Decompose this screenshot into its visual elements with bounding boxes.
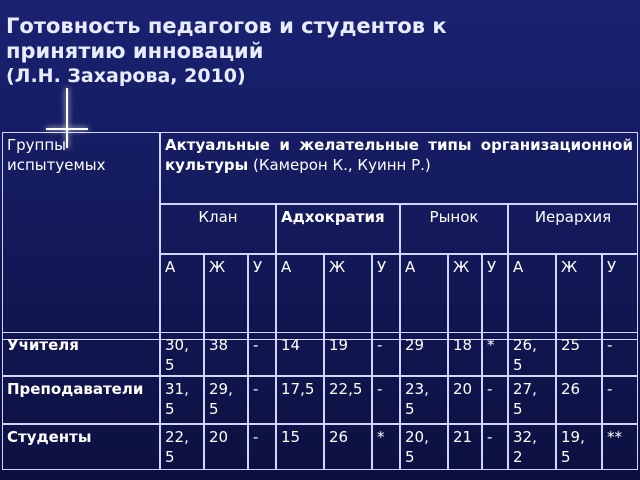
table-cell: 22, 5 — [160, 424, 204, 470]
table-cell: - — [248, 424, 276, 470]
subheader-clan-a: А — [160, 254, 204, 340]
table-cell: - — [482, 376, 508, 424]
culture-types-header — [160, 132, 638, 204]
table-cell: - — [602, 376, 638, 424]
subheader-adhocracy-u: У — [372, 254, 400, 340]
subheader-market-zh: Ж — [448, 254, 482, 340]
table-cell: 21 — [448, 424, 482, 470]
table-cell: 26, 5 — [508, 332, 556, 376]
groups-header — [2, 132, 160, 340]
sparkle-decoration — [60, 88, 74, 148]
table-cell: * — [482, 332, 508, 376]
subheader-market-a: А — [400, 254, 448, 340]
table-cell: 22,5 — [324, 376, 372, 424]
subheader-clan-zh: Ж — [204, 254, 248, 340]
subheader-adhocracy-zh: Ж — [324, 254, 372, 340]
header-market: Рынок — [400, 204, 508, 254]
header-clan: Клан — [160, 204, 276, 254]
culture-types-citation: (Камерон К., Куинн Р.) — [248, 156, 431, 174]
table-cell: 15 — [276, 424, 324, 470]
title-citation: (Л.Н. Захарова, 2010) — [6, 65, 246, 87]
header-hierarchy: Иерархия — [508, 204, 638, 254]
table-cell: 25 — [556, 332, 602, 376]
table-cell: 30, 5 — [160, 332, 204, 376]
table-cell: - — [248, 332, 276, 376]
table-cell: - — [482, 424, 508, 470]
table-cell: - — [602, 332, 638, 376]
table-cell: 20, 5 — [400, 424, 448, 470]
table-cell: 26 — [556, 376, 602, 424]
table-cell: - — [372, 376, 400, 424]
title-line-2: принятию инноваций — [6, 39, 264, 63]
row-group-label: Учителя — [2, 332, 160, 376]
row-group-label: Студенты — [2, 424, 160, 470]
table-cell: 18 — [448, 332, 482, 376]
header-adhocracy: Адхократия — [276, 204, 400, 254]
table-cell: 32, 2 — [508, 424, 556, 470]
subheader-clan-u: У — [248, 254, 276, 340]
table-cell: 17,5 — [276, 376, 324, 424]
subheader-market-u: У — [482, 254, 508, 340]
table-cell: 29 — [400, 332, 448, 376]
subheader-adhocracy-a: А — [276, 254, 324, 340]
table-cell: 29, 5 — [204, 376, 248, 424]
table-cell: 19 — [324, 332, 372, 376]
table-cell: 31, 5 — [160, 376, 204, 424]
groups-header-label: Группы испытуемых — [7, 136, 106, 174]
table-cell: - — [248, 376, 276, 424]
table-cell: 23, 5 — [400, 376, 448, 424]
table-cell: 14 — [276, 332, 324, 376]
table-cell: 20 — [204, 424, 248, 470]
subheader-hierarchy-u: У — [602, 254, 638, 340]
table-cell: 20 — [448, 376, 482, 424]
table-cell: * — [372, 424, 400, 470]
culture-types-title: Актуальные и желательные типы организационной культуры — [165, 136, 633, 174]
subheader-hierarchy-a: А — [508, 254, 556, 340]
title-line-1: Готовность педагогов и студентов к — [6, 14, 447, 38]
table-cell: - — [372, 332, 400, 376]
table-cell: 27, 5 — [508, 376, 556, 424]
subheader-hierarchy-zh: Ж — [556, 254, 602, 340]
table-cell: 19, 5 — [556, 424, 602, 470]
table-cell: 38 — [204, 332, 248, 376]
row-group-label: Преподаватели — [2, 376, 160, 424]
table-cell: 26 — [324, 424, 372, 470]
table-cell: ** — [602, 424, 638, 470]
